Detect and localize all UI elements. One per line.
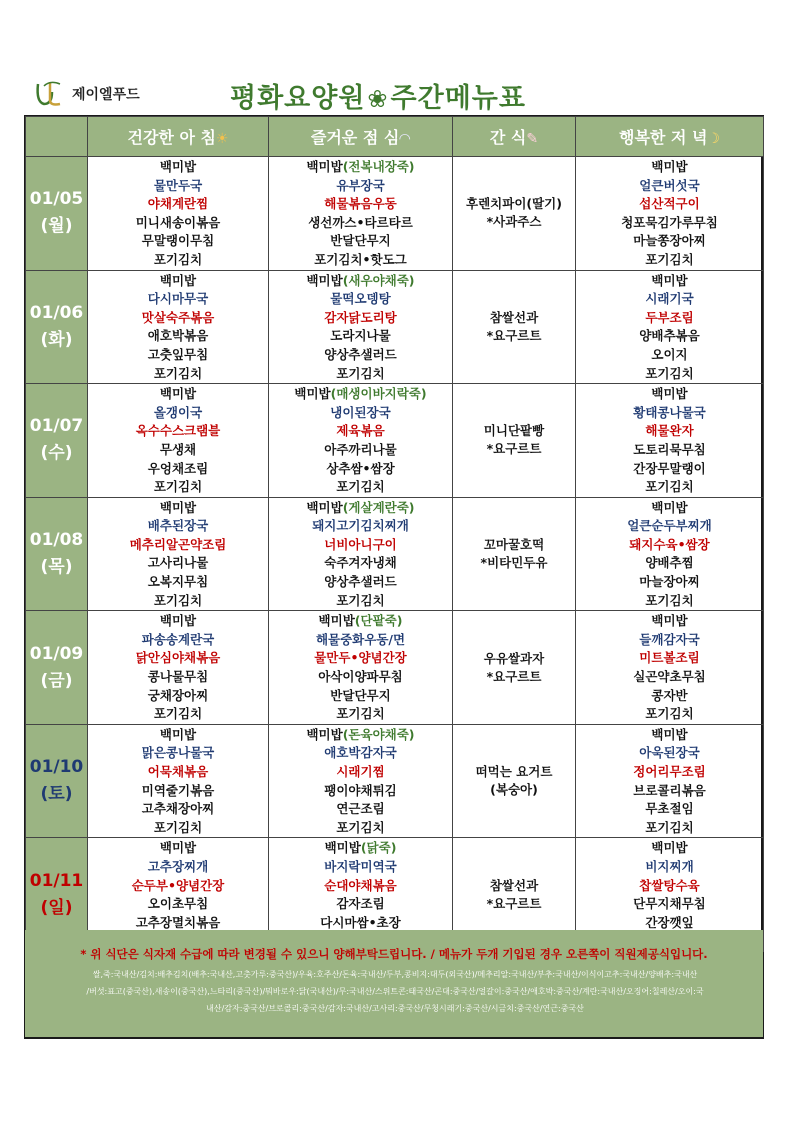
menu-item: 아욱된장국 — [639, 745, 700, 761]
menu-item: 파송송계란국 — [141, 631, 215, 647]
menu-item: 고추채장아찌 — [141, 801, 215, 817]
menu-item: 포기김치 — [645, 819, 694, 835]
lunch-rice: 백미밥 — [306, 159, 343, 174]
menu-item: 팽이야채튀김 — [324, 782, 397, 798]
date-cell — [26, 157, 88, 271]
breakfast-cell — [88, 497, 269, 611]
menu-item: 브로콜리볶음 — [633, 782, 706, 798]
menu-item: 반달단무지 — [330, 233, 391, 249]
rainbow-icon: ◠ — [399, 131, 411, 147]
lunch-rice: 백미밥 — [324, 840, 361, 856]
menu-item: 포기김치 — [336, 365, 385, 381]
snack-item: (복숭아) — [490, 782, 538, 798]
sun-icon: ☀ — [215, 131, 229, 147]
menu-item: 해물완자 — [645, 423, 694, 439]
lunch-porridge: (단팥죽) — [354, 613, 403, 629]
menu-item: 고추장멸치볶음 — [135, 914, 221, 930]
menu-item: 다시마무국 — [147, 291, 209, 307]
menu-item: 시래기찜 — [336, 764, 385, 779]
snack-item: *사과주스 — [486, 214, 542, 230]
snack-item: 미니단팥빵 — [483, 423, 545, 439]
lunch-porridge: (새우야채죽) — [342, 272, 415, 288]
flower-icon: ❀ — [367, 85, 389, 113]
date-label: 01/08 — [29, 529, 84, 550]
lunch-cell — [269, 157, 453, 271]
menu-item: 양배추찜 — [645, 555, 694, 571]
menu-body — [26, 157, 764, 952]
menu-item: 실곤약초무침 — [633, 669, 706, 685]
menu-item: 옥수수스크램블 — [135, 423, 221, 439]
menu-item: 해물중화우동/면 — [315, 631, 406, 647]
menu-item: 고춧잎무침 — [147, 346, 209, 362]
menu-item: 어묵채볶음 — [147, 764, 209, 779]
menu-item: 도라지나물 — [330, 328, 391, 344]
menu-item: 백미밥 — [159, 613, 197, 629]
menu-item: 해물볶음우동 — [324, 196, 397, 212]
moon-icon: ☽ — [707, 131, 720, 147]
weekday-label: (금) — [40, 670, 73, 691]
day-row — [26, 611, 764, 725]
menu-item: 돼지고기김치찌개 — [312, 518, 409, 534]
menu-item: 오이초무침 — [147, 896, 209, 912]
menu-item: 백미밥 — [651, 272, 688, 288]
snack-item: *요구르트 — [486, 668, 542, 684]
origin-line: /버섯:표고(중국산),새송이(중국산),느타리(중국산)/뭐바로우:닭(국내산)/무:국내산/스위트콘:태국산/곤대:중국산/얼갈이:중국산/애호박:중국산/계란:국내산/오징어:칠레산/오이:국 — [86, 987, 704, 996]
origin-line: 쌀,죽:국내산/김치:배추김치(배추:국내산,고춧가루:중국산)/우육:호주산/돈육:국내산/두부,콩비지:대두(외국산)/메추리알:국내산/부추:국내산/이식이고추:국내산/양배추:국내산 — [92, 970, 698, 979]
date-label: 01/07 — [29, 416, 84, 437]
menu-item: 맑은콩나물국 — [141, 745, 215, 761]
date-cell — [26, 611, 88, 725]
lunch-porridge: (전복내장죽) — [342, 159, 415, 174]
header-snack: 간 식✎ — [453, 117, 576, 157]
lunch-porridge: (닭죽) — [360, 840, 397, 856]
menu-item: 청포묵김가루무침 — [621, 214, 718, 230]
menu-item: 마늘장아찌 — [639, 574, 700, 590]
menu-item: 포기김치 — [153, 365, 203, 381]
menu-item: 올갱이국 — [153, 404, 203, 420]
menu-item: 포기김치 — [645, 251, 694, 267]
menu-item: 백미밥 — [159, 499, 197, 515]
menu-item: 백미밥 — [159, 272, 197, 288]
date-label: 01/09 — [29, 643, 84, 664]
header-breakfast: 건강한 아 침☀ — [88, 117, 269, 157]
dinner-cell — [576, 384, 764, 498]
breakfast-cell — [88, 724, 269, 838]
menu-item: 백미밥 — [651, 386, 688, 402]
snack-cell — [453, 611, 576, 725]
snack-item: *비타민두유 — [480, 554, 548, 570]
weekday-label: (수) — [40, 443, 73, 464]
header-lunch: 즐거운 점 심◠ — [269, 117, 453, 157]
menu-item: 백미밥 — [651, 499, 688, 515]
day-row — [26, 270, 764, 384]
menu-item: 포기김치 — [336, 592, 385, 608]
company-name: 제이엘푸드 — [72, 87, 140, 103]
menu-item: 숙주겨자냉채 — [324, 555, 397, 571]
menu-item — [269, 839, 452, 858]
menu-item: 포기김치 — [153, 592, 203, 608]
header-dinner: 행복한 저 녁☽ — [576, 117, 764, 157]
menu-item: 포기김치 — [645, 365, 694, 381]
menu-item: 백미밥 — [159, 840, 197, 856]
date-label: 01/11 — [29, 870, 84, 891]
weekday-label: (일) — [40, 897, 73, 918]
menu-item: 포기김치 — [645, 706, 694, 722]
lunch-rice: 백미밥 — [318, 613, 355, 629]
menu-item: 물떡오뎅탕 — [330, 291, 391, 307]
dinner-cell — [576, 157, 764, 271]
menu-item: 양상추샐러드 — [324, 574, 397, 590]
date-label: 01/10 — [29, 757, 84, 778]
menu-item: 무초절임 — [645, 801, 694, 817]
snack-item: 참쌀선과 — [489, 877, 539, 893]
date-cell — [26, 724, 88, 838]
menu-item — [269, 726, 452, 745]
title-menu: 주간메뉴표 — [390, 83, 526, 114]
menu-item: 콩자반 — [651, 687, 688, 703]
menu-item: 물만두국 — [153, 177, 203, 193]
menu-item: 백미밥 — [159, 159, 197, 174]
menu-item: 백미밥 — [159, 726, 197, 742]
lunch-porridge: (매생이바지락죽) — [330, 386, 427, 402]
menu-item: 미니새송이볶음 — [135, 214, 221, 230]
menu-item: 다시마쌈•초장 — [320, 914, 401, 930]
menu-item: 오이지 — [651, 346, 688, 362]
menu-item: 맛살숙주볶음 — [141, 309, 215, 325]
menu-item: 시래기국 — [645, 291, 694, 307]
menu-item — [269, 158, 452, 177]
menu-item: 미트볼조림 — [639, 650, 700, 666]
snack-cell — [453, 724, 576, 838]
menu-item: 얼큰순두부찌개 — [627, 518, 712, 534]
breakfast-cell — [88, 270, 269, 384]
menu-item — [269, 272, 452, 291]
menu-item: 무생채 — [159, 441, 197, 457]
date-cell — [26, 384, 88, 498]
day-row — [26, 157, 764, 271]
dinner-cell — [576, 611, 764, 725]
menu-item: 섭산적구이 — [639, 196, 700, 212]
menu-item: 백미밥 — [651, 726, 688, 742]
menu-item: 아주까리나물 — [324, 441, 397, 457]
menu-item: 바지락미역국 — [324, 858, 397, 874]
origin-line: 내산/감자:중국산/브로콜리:중국산/감자:국내산/고사리:중국산/무청시래기:중국산/시금치:중국산/연근:중국산 — [206, 1004, 584, 1013]
menu-item: 상추쌈•쌈장 — [326, 460, 395, 476]
menu-item: 백미밥 — [651, 159, 688, 174]
snack-item: 꼬마꿀호떡 — [483, 536, 545, 552]
menu-item: 돼지수육•쌈장 — [629, 536, 710, 552]
menu-item: 야채계란찜 — [147, 196, 209, 212]
snack-cell — [453, 384, 576, 498]
menu-item: 비지찌개 — [645, 858, 694, 874]
dinner-cell — [576, 497, 764, 611]
lunch-rice: 백미밥 — [306, 272, 343, 288]
logo-mark-icon — [30, 78, 70, 112]
snack-item: 떠먹는 요거트 — [475, 764, 553, 780]
breakfast-cell — [88, 384, 269, 498]
menu-item: 포기김치 — [153, 479, 203, 495]
lunch-porridge: (게살계란죽) — [342, 499, 415, 515]
menu-item: 우엉채조림 — [147, 460, 209, 476]
dinner-cell — [576, 270, 764, 384]
menu-item: 포기김치 — [645, 592, 694, 608]
header-date-cell — [26, 117, 88, 157]
menu-item: 궁채장아찌 — [147, 687, 209, 703]
menu-item: 고사리나물 — [147, 555, 209, 571]
menu-item: 간장무말랭이 — [633, 460, 706, 476]
lunch-rice: 백미밥 — [306, 726, 343, 742]
menu-item: 마늘쫑장아찌 — [633, 233, 706, 249]
menu-item: 순두부•양념간장 — [131, 877, 225, 893]
menu-item: 도토리묵무침 — [633, 441, 706, 457]
menu-item: 포기김치 — [153, 251, 203, 267]
lunch-cell — [269, 384, 453, 498]
lunch-rice: 백미밥 — [306, 499, 343, 515]
day-row — [26, 724, 764, 838]
menu-item: 정어리무조림 — [633, 764, 706, 779]
weekday-label: (화) — [40, 329, 73, 350]
menu-item: 감자조림 — [336, 896, 385, 912]
menu-item: 백미밥 — [651, 613, 688, 629]
lunch-cell — [269, 270, 453, 384]
menu-item: 배추된장국 — [147, 518, 209, 534]
snack-cell — [453, 157, 576, 271]
day-row — [26, 497, 764, 611]
weekday-label: (월) — [40, 216, 73, 237]
menu-item — [269, 499, 452, 518]
breakfast-cell — [88, 611, 269, 725]
date-label: 01/05 — [29, 189, 84, 210]
menu-item: 아삭이양파무침 — [318, 669, 403, 685]
menu-item: 생선까스•타르타르 — [308, 214, 413, 230]
menu-item — [269, 612, 452, 631]
menu-item: 애호박감자국 — [324, 745, 397, 761]
menu-item: 너비아니구이 — [324, 536, 397, 552]
menu-item: 백미밥 — [651, 840, 688, 856]
menu-item: 들깨감자국 — [639, 631, 700, 647]
menu-item: 연근조림 — [336, 801, 385, 817]
date-cell — [26, 270, 88, 384]
menu-item: 포기김치 — [153, 819, 203, 835]
menu-item: 닭안심야채볶음 — [135, 650, 221, 666]
lunch-cell — [269, 724, 453, 838]
menu-item: 반달단무지 — [330, 687, 391, 703]
menu-item: 포기김치 — [336, 819, 385, 835]
header-row — [26, 117, 764, 157]
menu-item: 유부장국 — [336, 177, 385, 193]
snack-item: *요구르트 — [486, 327, 542, 343]
day-row — [26, 384, 764, 498]
lunch-porridge: (돈육야채죽) — [342, 726, 415, 742]
snack-cell — [453, 270, 576, 384]
menu-item: 오복지무침 — [147, 574, 209, 590]
menu-item: 포기김치 — [645, 479, 694, 495]
weekday-label: (토) — [40, 784, 73, 805]
snack-item: 후렌치파이(딸기) — [466, 196, 562, 212]
menu-item: 감자닭도리탕 — [324, 309, 397, 325]
snack-item: 우유쌀과자 — [483, 650, 545, 666]
menu-item: 순대야채볶음 — [324, 877, 397, 893]
menu-item: 포기김치•핫도그 — [314, 251, 407, 267]
breakfast-cell — [88, 157, 269, 271]
change-notice: * 위 식단은 식자재 수급에 따라 변경될 수 있으니 양해부탁드립니다. / 메뉴가 두개 기입된 경우 오른쪽이 직원제공식입니다. — [80, 947, 708, 961]
company-logo — [30, 78, 170, 112]
menu-item: 포기김치 — [336, 479, 385, 495]
menu-item: 포기김치 — [153, 706, 203, 722]
lunch-rice: 백미밥 — [294, 386, 331, 402]
menu-item: 양상추샐러드 — [324, 346, 397, 362]
menu-item: 냉이된장국 — [330, 404, 391, 420]
origin-info — [65, 966, 725, 1017]
snack-cell — [453, 497, 576, 611]
menu-item: 메추리알곤약조림 — [129, 536, 227, 552]
date-cell — [26, 497, 88, 611]
snack-item: *요구르트 — [486, 441, 542, 457]
candy-icon: ✎ — [526, 131, 539, 147]
page-title — [230, 76, 526, 115]
weekly-menu-table — [25, 116, 764, 952]
snack-item: 참쌀선과 — [489, 309, 539, 325]
notes-panel — [25, 930, 763, 1037]
menu-item: 포기김치 — [336, 706, 385, 722]
menu-item — [269, 385, 452, 404]
menu-item: 물만두•양념간장 — [314, 650, 407, 666]
snack-item: *요구르트 — [486, 895, 542, 911]
menu-item: 양배추볶음 — [639, 328, 700, 344]
menu-item: 애호박볶음 — [147, 328, 209, 344]
menu-item: 콩나물무침 — [147, 669, 209, 685]
menu-item: 얼큰버섯국 — [639, 177, 700, 193]
lunch-cell — [269, 611, 453, 725]
menu-item: 황태콩나물국 — [633, 404, 706, 420]
menu-item: 미역줄기볶음 — [141, 782, 215, 798]
menu-item: 백미밥 — [159, 386, 197, 402]
menu-item: 찹쌀탕수육 — [639, 877, 700, 893]
weekday-label: (목) — [40, 556, 73, 577]
menu-item: 무말랭이무침 — [141, 233, 215, 249]
menu-item: 두부조림 — [645, 309, 694, 325]
lunch-cell — [269, 497, 453, 611]
title-facility: 평화요양원 — [230, 83, 366, 114]
date-label: 01/06 — [29, 302, 84, 323]
menu-item: 간장깻잎 — [645, 914, 694, 930]
menu-item: 제육볶음 — [336, 423, 385, 439]
menu-item: 고추장찌개 — [147, 858, 209, 874]
dinner-cell — [576, 724, 764, 838]
menu-item: 단무지채무침 — [633, 896, 706, 912]
